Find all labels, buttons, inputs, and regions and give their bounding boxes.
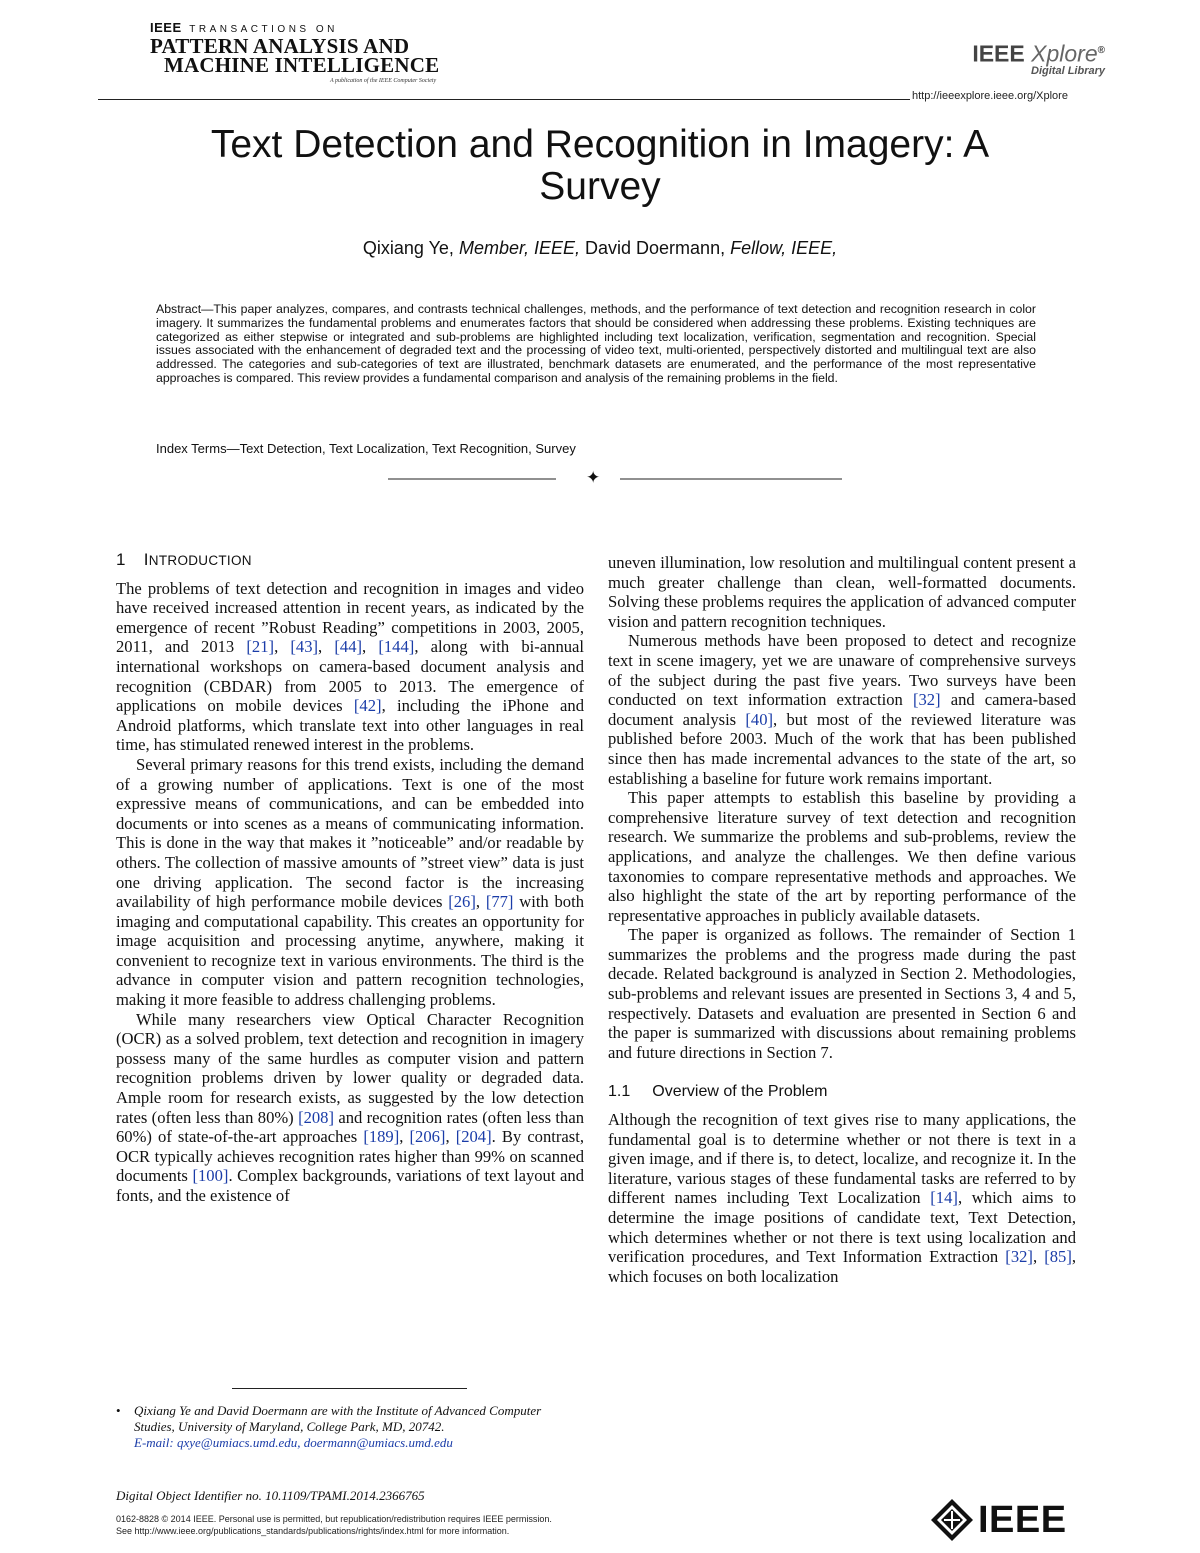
text-run: and camera-based document analysis <box>608 690 1076 729</box>
text-run: Several primary reasons for this trend exists, including the demand of a growing number of applications. Text is one of the most expressive means of communications, and can be embedded into documents or into scenes as a means of communicating information. This is done in the way that makes it ”noticeable” and/or readable by others. The collection of massive amounts of ”street view” data is just one driving application. The second factor is the increasing availability of high performance mobile devices <box>116 754 584 912</box>
overview-paragraph-1 <box>608 1110 1076 1286</box>
author2-name: David Doermann, <box>585 238 726 258</box>
footnote-text-block <box>116 1403 584 1450</box>
citation-link[interactable]: [43] <box>290 637 319 657</box>
author-affiliation-footnote <box>116 1403 584 1450</box>
text-run: with both imaging and computational capability. This creates an opportunity for image acquisition and processing anytime, anywhere, making it convenient to recognize text in various environments. The third is the advance in computer vision and pattern recognition technologies, making it more feasible to address challenging problems. <box>116 892 584 1010</box>
masthead-transactions-on: TRANSACTIONS ON <box>189 24 338 35</box>
section-title-rest: NTRODUCTION <box>148 553 252 568</box>
author2-role: Fellow, IEEE, <box>730 238 838 258</box>
footnote-text: Qixiang Ye and David Doermann are with the Institute of Advanced Computer Studies, University of Maryland, College Park, MD, 20742. <box>134 1403 542 1434</box>
section-number: 1 <box>116 550 126 569</box>
journal-masthead <box>150 20 570 84</box>
citation-link[interactable]: [40] <box>745 709 774 729</box>
citation-link[interactable]: [32] <box>912 690 941 710</box>
xplore-reg: ® <box>1097 45 1105 56</box>
intro-paragraph-6: The paper is organized as follows. The remainder of Section 1 summarizes the problems and the progress made during the past decade. Related background is analyzed in Section 2. Methodologies, sub-problems and relevant issues are presented in Sections 3, 4 and 5, respectively. Datasets and evaluation are presented in Section 6 and the paper is summarized with discussions about remaining problems and future directions in Section 7. <box>608 925 1076 1062</box>
ieee-logo <box>930 1498 1080 1542</box>
email-label: E-mail: <box>134 1434 177 1450</box>
citation-link[interactable]: [189] <box>363 1127 400 1147</box>
left-column <box>116 550 584 1206</box>
citation-link[interactable]: [208] <box>298 1107 335 1127</box>
author1-name: Qixiang Ye, <box>362 238 454 258</box>
text-run: , but most of the reviewed literature was published before 2003. Much of the work that has been published since then has made incremental advances to the state of the art, so establishing a baseline for future work remains important. <box>608 709 1076 788</box>
xplore-url-link[interactable]: http://ieeexplore.ieee.org/Xplore <box>912 90 1068 102</box>
copyright-notice <box>116 1514 552 1537</box>
index-terms <box>156 441 1036 456</box>
subsection-number: 1.1 <box>608 1083 631 1101</box>
email-link-ye[interactable]: qxye@umiacs.umd.edu <box>176 1434 298 1450</box>
author1-role: Member, IEEE, <box>458 238 580 258</box>
xplore-ieee: IEEE <box>972 40 1025 67</box>
text-run: , <box>445 1127 456 1147</box>
text-run: , along with bi-annual international workshops on camera-based document analysis and recognition (CBDAR) from 2005 to 2013. The emergence of applications on mobile devices <box>116 637 585 716</box>
paper-title-line1: Text Detection and Recognition in Imagery: A <box>210 123 990 166</box>
index-terms-label: Index Terms <box>156 441 227 456</box>
text-run: Although the recognition of text gives rise to many applications, the fundamental goal is to determine whether or not there is text in a given image, and if there is, to detect, localize, and recognize it. In the literature, various stages of these fundamental tasks are referred to by different names including Text Localization <box>608 1110 1076 1208</box>
header-rule <box>98 99 910 100</box>
text-run: While many researchers view Optical Character Recognition (OCR) as a solved problem, text detection and recognition in imagery possess many of the same hurdles as computer vision and pattern recognition problems driven by lower quality or degraded data. Ample room for research exists, as suggested by the low detection rates (often less than 80%) <box>116 1009 584 1127</box>
text-run: , <box>318 637 335 657</box>
citation-link[interactable]: [42] <box>353 696 382 716</box>
index-terms-text: —Text Detection, Text Localization, Text Recognition, Survey <box>226 441 576 456</box>
text-run: , which aims to determine the image positions of candidate text, Text Detection, which determines whether or not there is text using localization and verification procedures, and Text Information Extraction <box>608 1188 1076 1267</box>
text-run: . By contrast, OCR typically achieves recognition rates higher than 99% on scanned documents <box>116 1127 584 1186</box>
paper-title-line2: Survey <box>539 165 661 208</box>
text-run: , <box>475 892 486 912</box>
email-separator: , <box>297 1434 304 1450</box>
intro-paragraph-3-cont: uneven illumination, low resolution and multilingual content present a much greater challenge than clean, well-formatted documents. Solving these problems requires the application of advanced computer vision and pattern recognition techniques. <box>608 553 1076 631</box>
intro-paragraph-3 <box>116 1010 584 1206</box>
citation-link[interactable]: [85] <box>1044 1247 1072 1267</box>
digital-library-label: Digital Library <box>1031 64 1105 77</box>
copyright-line2: See http://www.ieee.org/publications_standards/publications/rights/index.html for more information. <box>116 1525 510 1536</box>
journal-title-line1: PATTERN ANALYSIS AND <box>150 34 410 58</box>
intro-paragraph-4 <box>608 631 1076 788</box>
xplore-wordmark <box>972 40 1105 65</box>
ieee-diamond-icon <box>930 1498 974 1542</box>
text-run: , <box>274 637 291 657</box>
intro-paragraph-5: This paper attempts to establish this baseline by providing a comprehensive literature survey of text detection and recognition research. We summarize the problems and sub-problems, review the applications, and analyze the challenges. We then define various taxonomies to compare representative methods and approaches. We also highlight the state of the art by reporting performance of the representative approaches in publicly available datasets. <box>608 788 1076 925</box>
citation-link[interactable]: [100] <box>192 1166 229 1186</box>
footnote-bullet: • <box>116 1403 121 1418</box>
text-run: , which focuses on both localization <box>608 1247 1077 1286</box>
text-run: , <box>1032 1247 1045 1267</box>
subsection-title: Overview of the Problem <box>652 1083 828 1101</box>
citation-link[interactable]: [26] <box>448 892 476 912</box>
journal-title <box>150 34 570 77</box>
divider-diamond-icon: ✦ <box>586 468 601 488</box>
footnote-rule <box>232 1388 467 1389</box>
text-run: , <box>399 1127 410 1147</box>
abstract-text: —This paper analyzes, compares, and contrasts technical challenges, methods, and the performance of text detection and recognition research in color imagery. It summarizes the fundamental problems and enumerates factors that should be considered when addressing these problems. Existing techniques are categorized as either stepwise or integrated and sub-problems are highlighted including text localization, verification, segmentation and recognition. Special issues associated with the enhancement of degraded text and the processing of video text, multi-oriented, perspectively distorted and multilingual text are also addressed. The categories and sub-categories of text are illustrated, benchmark datasets are enumerated, and the performance of the most representative approaches is compared. This review provides a fundamental comparison and analysis of the remaining problems in the field. <box>156 302 1036 385</box>
ieee-logo-text: IEEE <box>978 1499 1067 1541</box>
xplore-word: Xplore <box>1031 40 1098 67</box>
citation-link[interactable]: [32] <box>1005 1247 1033 1267</box>
citation-link[interactable]: [44] <box>334 637 363 657</box>
text-run: Numerous methods have been proposed to detect and recognize text in scene imagery, yet we are unaware of comprehensive surveys of the subject during the past five years. Two surveys have been conducted on text information extraction <box>608 631 1076 710</box>
text-run: and recognition rates (often less than 60%) of state-of-the-art approaches <box>116 1107 584 1147</box>
citation-link[interactable]: [77] <box>485 892 514 912</box>
text-run: . Complex backgrounds, variations of text layout and fonts, and the existence of <box>116 1166 585 1205</box>
section-title <box>144 550 252 569</box>
section-heading-introduction <box>116 550 584 571</box>
text-run: , <box>362 637 379 657</box>
abstract-label: Abstract <box>156 302 202 316</box>
subsection-heading-overview <box>608 1082 1076 1102</box>
section-divider <box>388 470 848 488</box>
intro-paragraph-2 <box>116 755 584 1010</box>
publication-note: A publication of the IEEE Computer Society <box>330 78 437 84</box>
masthead-ieee: IEEE <box>150 20 182 35</box>
email-link-doermann[interactable]: doermann@umiacs.umd.edu <box>303 1434 453 1450</box>
text-run: The problems of text detection and recognition in images and video have received increased attention in recent years, as indicated by the emergence of recent ”Robust Reading” competitions in 2003, 2005, 2011, and 2013 <box>116 578 584 657</box>
intro-paragraph-1 <box>116 579 584 755</box>
copyright-line1: 0162-8828 © 2014 IEEE. Personal use is permitted, but republication/redistribution requires IEEE permission. <box>116 1514 552 1524</box>
author-line <box>100 238 1100 259</box>
abstract <box>156 303 1036 386</box>
doi-identifier: Digital Object Identifier no. 10.1109/TPAMI.2014.2366765 <box>116 1488 425 1503</box>
right-column <box>608 553 1076 1286</box>
text-run: , including the iPhone and Android platforms, which translate text into other languages in real time, has stimulated renewed interest in the problems. <box>116 696 584 755</box>
paper-title <box>100 124 1100 208</box>
citation-link[interactable]: [206] <box>409 1127 446 1147</box>
citation-link[interactable]: [21] <box>246 637 275 657</box>
citation-link[interactable]: [204] <box>455 1127 492 1147</box>
journal-title-line2: MACHINE INTELLIGENCE <box>164 53 440 77</box>
section-title-first: I <box>143 550 149 569</box>
divider-rules <box>388 470 848 488</box>
citation-link[interactable]: [144] <box>378 637 415 657</box>
ieee-xplore-logo <box>972 40 1105 77</box>
citation-link[interactable]: [14] <box>930 1188 958 1208</box>
